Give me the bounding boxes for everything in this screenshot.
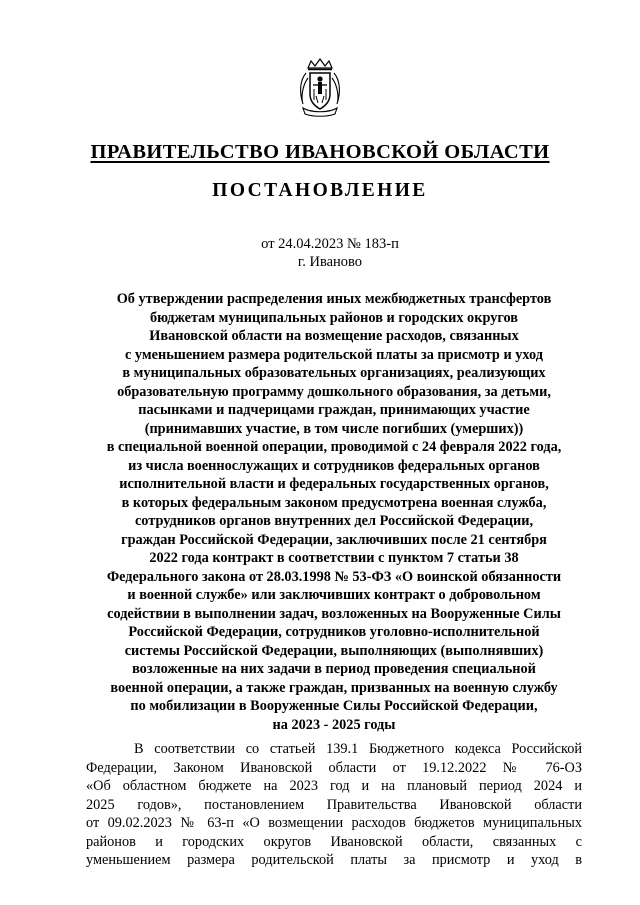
government-title: ПРАВИТЕЛЬСТВО ИВАНОВСКОЙ ОБЛАСТИ (90, 141, 550, 163)
document-type-heading: ПОСТАНОВЛЕНИЕ (212, 180, 428, 201)
document-city: г. Иваново (297, 254, 363, 270)
subject-line: в которых федеральным законом предусмотрена военная служба, (121, 494, 547, 511)
subject-line: содействии в выполнении задач, возложенных на Вооруженные Силы (107, 605, 561, 622)
subject-line: Федерального закона от 28.03.1998 № 53-ФЗ «О воинской обязанности (106, 568, 562, 585)
subject-line: с уменьшением размера родительской платы за присмотр и уход (125, 346, 543, 363)
body-line: «Об областном бюджете на 2023 год и на плановый период 2024 и (86, 778, 582, 794)
document-subject (86, 290, 582, 734)
body-line: 2025 годов», постановлением Правительства Ивановской области (86, 796, 582, 813)
subject-line: возложенные на них задачи в период проведения специальной (132, 661, 536, 677)
body-line: от 09.02.2023 № 63-п «О возмещении расходов бюджетов муниципальных (86, 815, 582, 831)
subject-line: военной операции, а также граждан, призванных на военную службу (110, 679, 558, 696)
body-line: В соответствии со статьей 139.1 Бюджетного кодекса Российской (134, 741, 582, 757)
ivanovo-coat-of-arms-icon (297, 58, 343, 118)
body-line: районов и городских округов Ивановской области, связанных с (86, 833, 582, 850)
subject-line: бюджетам муниципальных районов и городских округов (149, 309, 519, 326)
subject-line: по мобилизации в Вооруженные Силы Российской Федерации, (130, 698, 538, 714)
subject-line: граждан Российской Федерации, заключивших после 21 сентября (121, 531, 547, 548)
subject-line: 2022 года контракт в соответствии с пунктом 7 статьи 38 (149, 550, 519, 566)
subject-line: из числа военнослужащих и сотрудников федеральных органов (128, 457, 540, 474)
subject-line: Ивановской области на возмещение расходов, связанных (149, 328, 519, 344)
subject-line: системы Российской Федерации, выполняющих (выполнявших) (124, 642, 544, 659)
subject-line: образовательную программу дошкольного образования, за детьми, (117, 383, 551, 400)
body-line: уменьшением размера родительской платы за присмотр и уход в (86, 852, 582, 868)
document-body-paragraph (86, 740, 582, 870)
subject-line: (принимавших участие, в том числе погибших (умерших)) (144, 420, 524, 437)
subject-line: и военной службе» или заключивших контракт о добровольном (127, 587, 541, 603)
subject-line: в муниципальных образовательных организациях, реализующих (122, 365, 546, 381)
body-line: Федерации, Законом Ивановской области от 19.12.2022 № 76-ОЗ (86, 759, 582, 776)
subject-line: на 2023 - 2025 годы (272, 716, 396, 733)
subject-line: Об утверждении распределения иных межбюджетных трансфертов (116, 291, 552, 307)
subject-line: исполнительной власти и федеральных государственных органов, (119, 476, 549, 492)
subject-line: Российской Федерации, сотрудников уголовно-исполнительной (128, 624, 540, 640)
subject-line: пасынками и падчерицами граждан, принимающих участие (138, 402, 530, 418)
document-date-number: от 24.04.2023 № 183-п (261, 236, 399, 252)
subject-line: в специальной военной операции, проводимой с 24 февраля 2022 года, (106, 439, 562, 455)
subject-line: сотрудников органов внутренних дел Российской Федерации, (134, 513, 534, 529)
